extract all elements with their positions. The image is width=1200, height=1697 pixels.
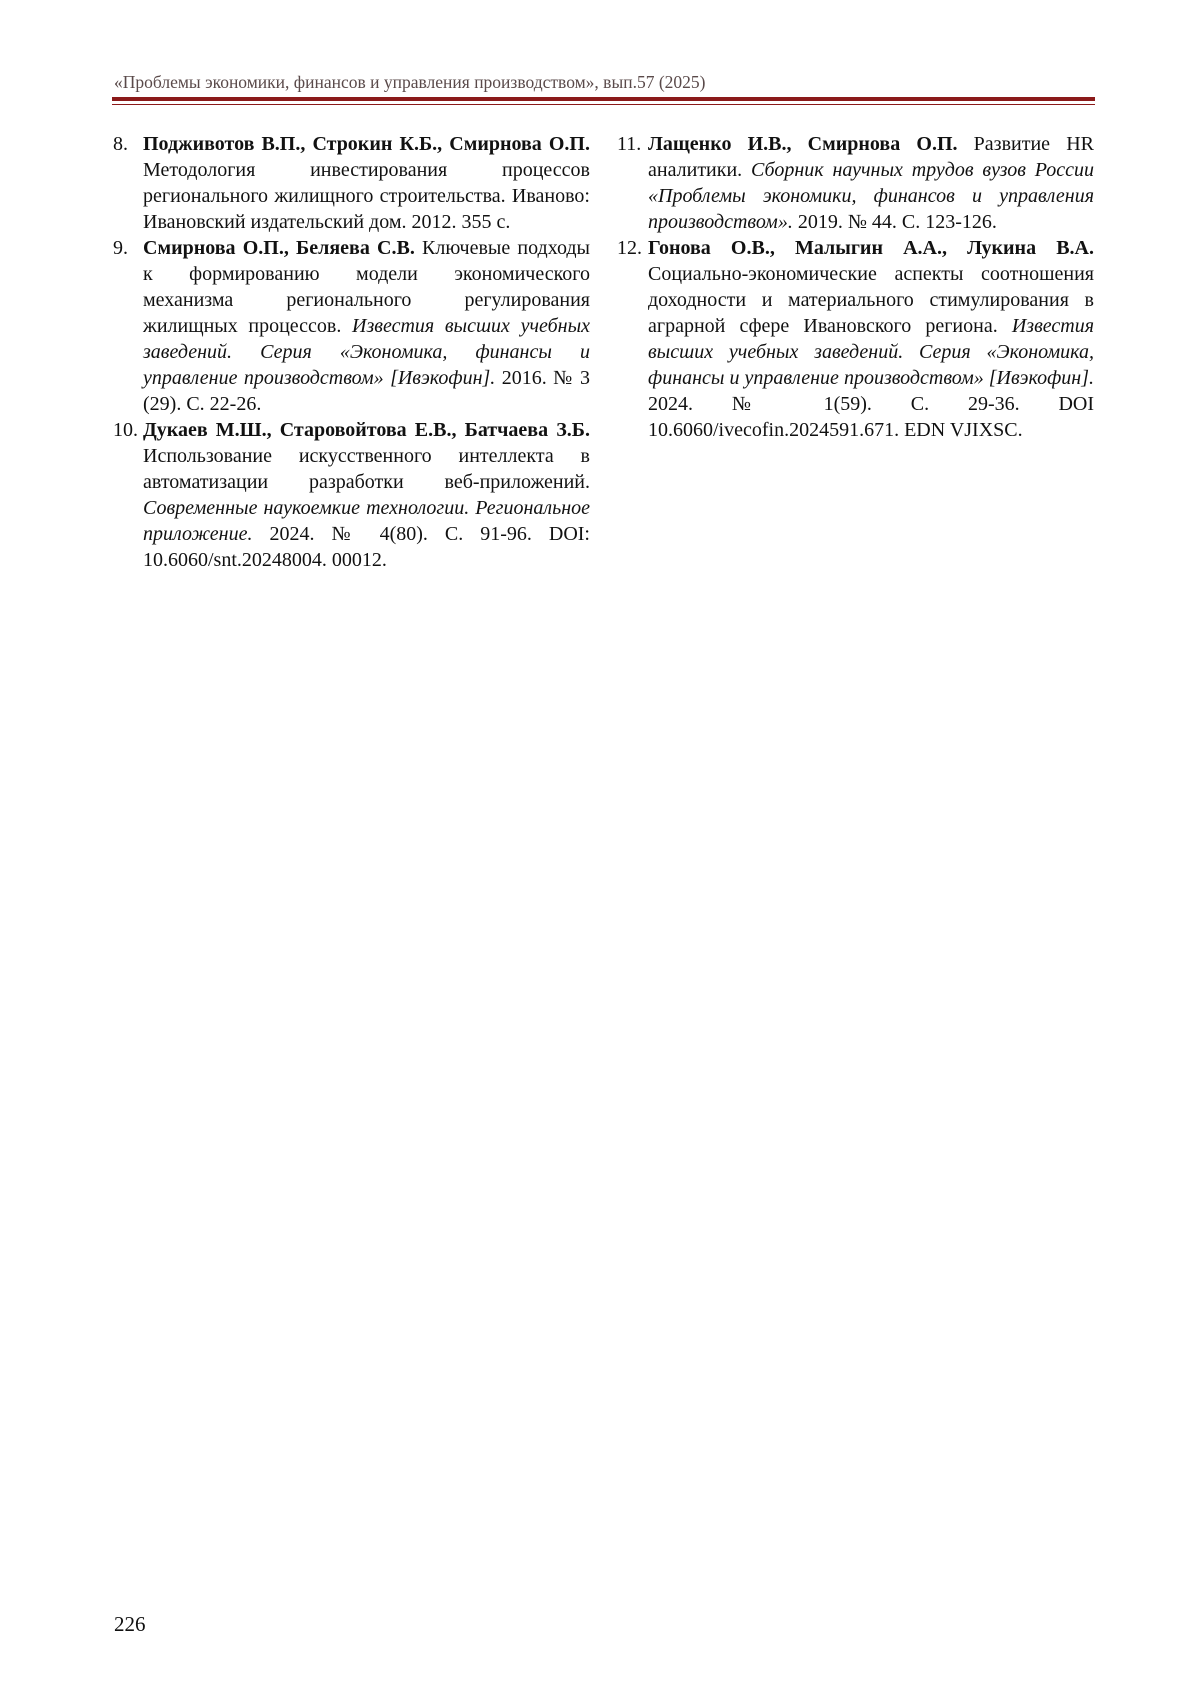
header-rule-thick (112, 97, 1095, 101)
reference-authors: Лащенко И.В., Смирнова О.П. (648, 133, 958, 155)
reference-authors: Гонова О.В., Малыгин А.А., Лукина В.А. (648, 237, 1094, 259)
reference-details: 2016. № 3 (29). С. 22-26. (143, 367, 590, 415)
references-left-column (113, 131, 590, 573)
reference-source: Известия высших учебных заведений. Серия «Экономика, финансы и управление производством» [Ивэкофин]. (648, 315, 1094, 389)
header-rule-thin (112, 104, 1095, 105)
reference-number: 11. (617, 133, 642, 155)
reference-authors: Дукаев М.Ш., Старовойтова Е.В., Батчаева З.Б. (143, 419, 590, 441)
references-right-column (617, 131, 1094, 443)
reference-title: Использование искусственного интеллекта в автоматизации разработки веб-приложений. (143, 445, 590, 493)
reference-item-10 (113, 417, 590, 573)
reference-title: Методология инвестирования процессов регионального жилищного строительства. Иваново: Ивановский издательский дом. 2012. 355 с. (143, 159, 590, 233)
reference-text (648, 235, 1094, 443)
reference-title: Социально-экономические аспекты соотношения доходности и материального стимулирования в аграрной сфере Ивановского региона. (648, 263, 1094, 337)
page-number: 226 (114, 1612, 146, 1636)
reference-number: 12. (617, 237, 642, 259)
reference-number: 8. (113, 133, 128, 155)
reference-details: 2024. № 1(59). С. 29-36. DOI 10.6060/ivecofin.2024591.671. EDN VJIXSC. (648, 393, 1094, 441)
reference-source: Современные наукоемкие технологии. Региональное приложение. (143, 497, 590, 545)
reference-authors: Подживотов В.П., Строкин К.Б., Смирнова О.П. (143, 133, 590, 155)
reference-details: 2019. № 44. С. 123-126. (792, 211, 997, 233)
reference-title: Развитие HR аналитики. (648, 133, 1095, 181)
reference-item-11 (617, 131, 1094, 235)
reference-source: Сборник научных трудов вузов России «Проблемы экономики, финансов и управления производством». (648, 159, 1095, 233)
reference-item-8 (113, 131, 590, 235)
reference-item-9 (113, 235, 590, 417)
running-head: «Проблемы экономики, финансов и управления производством», вып.57 (2025) (114, 72, 706, 92)
reference-number: 10. (113, 419, 138, 441)
reference-title: Ключевые подходы к формированию модели экономического механизма регионального регулирования жилищных процессов. (143, 237, 590, 337)
reference-text (143, 235, 590, 417)
reference-source: Известия высших учебных заведений. Серия «Экономика, финансы и управление производством» [Ивэкофин]. (143, 315, 590, 389)
reference-details: 2024. № 4(80). С. 91-96. DOI: 10.6060/snt.20248004. 00012. (143, 523, 590, 571)
reference-number: 9. (113, 237, 128, 259)
reference-text (143, 417, 590, 573)
reference-authors: Смирнова О.П., Беляева С.В. (143, 237, 415, 259)
reference-text (143, 131, 590, 235)
reference-item-12 (617, 235, 1094, 443)
reference-text (648, 131, 1094, 235)
